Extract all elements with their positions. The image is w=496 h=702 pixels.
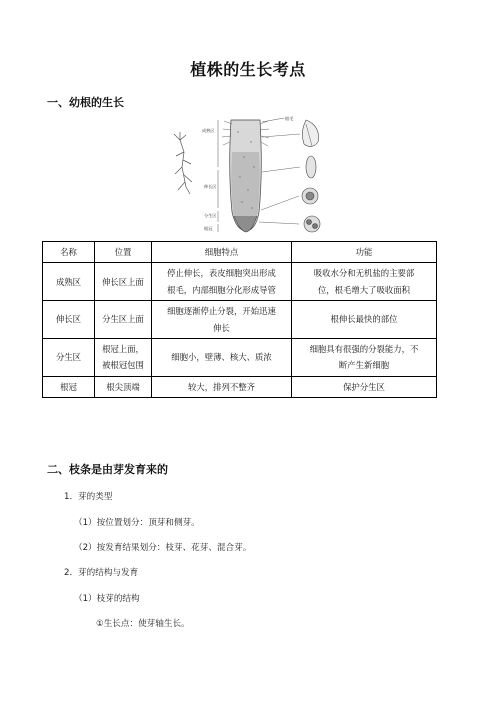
- cell-traits: 停止伸长，表皮细胞突出形成 根毛，内部细胞分化形成导管: [152, 263, 292, 301]
- table-row: [43, 376, 437, 397]
- branch-bud-structure: （1）枝芽的结构: [74, 594, 140, 604]
- table-row: [43, 338, 437, 376]
- bud-types-heading: 1．芽的类型: [64, 492, 113, 502]
- cell-position: 伸长区上面: [95, 263, 152, 301]
- label-elongation-zone: 伸长区: [204, 184, 217, 189]
- table-row: [43, 301, 437, 339]
- cell-traits: 细胞逐渐停止分裂，开始迅速 伸长: [152, 301, 292, 339]
- cell-name: 根冠: [43, 376, 95, 397]
- cell-function: 细胞具有很强的分裂能力，不 断产生新细胞: [292, 338, 437, 376]
- header-cell: 细胞特点: [152, 242, 292, 263]
- cell-position: 根尖顶端: [95, 376, 152, 397]
- section-heading-shoot: 二、枝条是由芽发育来的: [47, 463, 168, 476]
- cell-function: 根伸长最快的部位: [292, 301, 437, 339]
- label-maturation-zone: 成熟区: [202, 128, 215, 133]
- header-cell: 位置: [95, 242, 152, 263]
- label-meristem-zone: 分生区: [204, 213, 217, 218]
- cell-name: 伸长区: [43, 301, 95, 339]
- cell-position: 根冠上面， 被根冠包围: [95, 338, 152, 376]
- cell-position: 分生区上面: [95, 301, 152, 339]
- header-cell: 名称: [43, 242, 95, 263]
- magnified-cells: [302, 120, 320, 232]
- bud-by-result: （2）按发育结果划分：枝芽、花芽、混合芽。: [74, 543, 252, 553]
- page-title: 植株的生长考点: [190, 60, 306, 79]
- label-root-cap: 根冠: [204, 226, 213, 231]
- bud-by-position: （1）按位置划分：顶芽和侧芽。: [74, 518, 200, 528]
- cell-function: 保护分生区: [292, 376, 437, 397]
- growth-point: ①生长点：使芽轴生长。: [96, 619, 190, 629]
- cell-traits: 较大，排列不整齐: [152, 376, 292, 397]
- cell-traits: 细胞小，壁薄、核大、质浓: [152, 338, 292, 376]
- header-cell: 功能: [292, 242, 437, 263]
- root-zone-table: [42, 241, 437, 398]
- label-root-hair: 根毛: [285, 116, 294, 121]
- cell-function: 吸收水分和无机盐的主要部 位，根毛增大了吸收面积: [292, 263, 437, 301]
- cell-name: 分生区: [43, 338, 95, 376]
- table-header-row: [43, 242, 437, 263]
- root-tip-illustration: [222, 120, 269, 232]
- root-tip-diagram: [166, 112, 331, 236]
- section-heading-root-growth: 一、幼根的生长: [47, 96, 124, 109]
- bud-structure-heading: 2．芽的结构与发育: [64, 568, 139, 578]
- table-row: [43, 263, 437, 301]
- seedling-illustration: [174, 132, 192, 194]
- cell-name: 成熟区: [43, 263, 95, 301]
